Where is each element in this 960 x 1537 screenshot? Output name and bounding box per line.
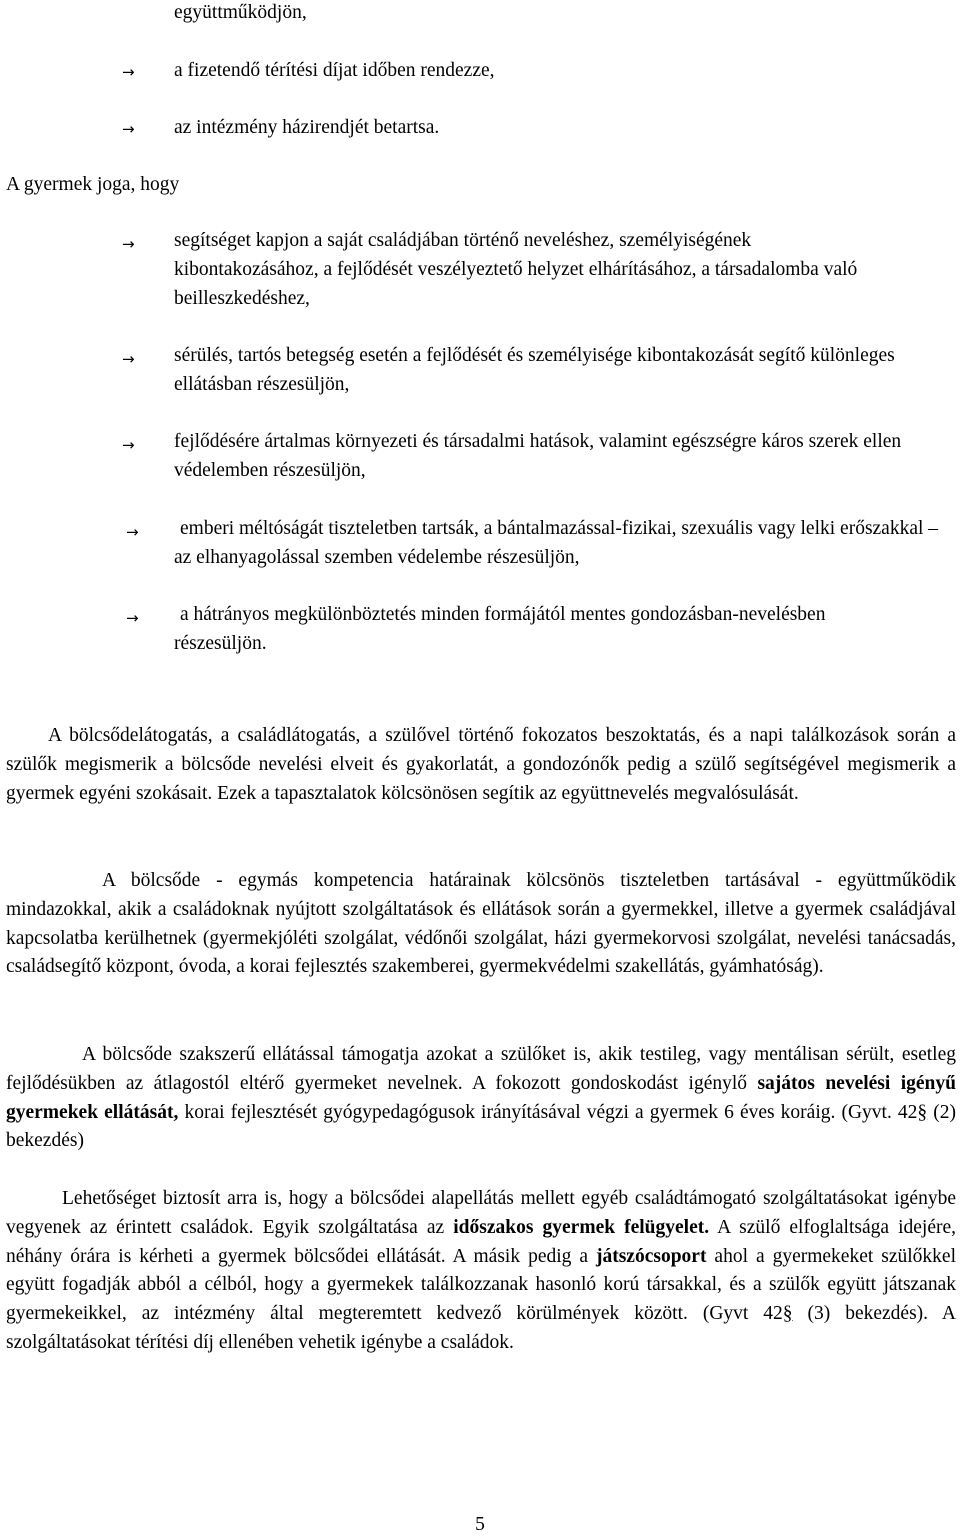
list-item: a hátrányos megkülönböztetés minden formájától mentes gondozásban-nevelésben részesüljön. <box>174 604 826 654</box>
list-item: fejlődésére ártalmas környezeti és társadalmi hatások, valamint egészségre káros szerek ellen védelemben részesüljön, <box>174 431 902 481</box>
arrow-icon: → <box>126 523 139 541</box>
arrow-icon: → <box>122 235 135 253</box>
arrow-icon: → <box>122 350 135 368</box>
list-item: a fizetendő térítési díjat időben rendezze, <box>174 60 495 81</box>
arrow-icon: → <box>122 63 135 81</box>
section-heading: A gyermek joga, hogy <box>6 174 180 195</box>
paragraph: A bölcsőde - egymás kompetencia határainak kölcsönös tiszteletben tartásával - együttműködik mindazokkal, akik a családoknak nyújtott szolgáltatások és ellátások során a gyermekkel, illetve a gyermek családjával kapcsolatba kerülhetnek (gyermekjóléti szolgálat, védőnői szolgálat, házi gyermekorvosi szolgálat, nevelési tanácsadás, családsegítő központ, óvoda, a korai fejlesztés szakemberei, gyermekvédelmi szakellátás, gyámhatóság). <box>6 870 956 978</box>
paragraph: A bölcsődelátogatás, a családlátogatás, a szülővel történő fokozatos beszoktatás, és a napi találkozások során a szülők megismerik a bölcsőde nevelési elveit és gyakorlatát, a gondozónők pedig a szülő segítségével megismerik a gyermek egyéni szokásait. Ezek a tapasztalatok kölcsönösen segítik az együttnevelés megvalósulását. <box>6 725 956 804</box>
bold-phrase: sajátos nevelési igényű gyermekek ellátását, <box>6 1072 956 1123</box>
paragraph: A bölcsőde szakszerű ellátással támogatja azokat a szülőket is, akik testileg, vagy mentálisan sérült, esetleg fejlődésükben az átlagostól eltérő gyermeket nevelnek. A fokozott gondoskodást igénylő sajátos nevelési igényű gyermekek ellátását, korai fejlesztését gyógypedagógusok irányításával végzi a gyermek 6 éves koráig. (Gyvt. 42§ (2) bekezdés) <box>6 1044 957 1152</box>
list-item: sérülés, tartós betegség esetén a fejlődését és személyisége kibontakozását segítő különleges ellátásban részesüljön, <box>174 345 895 395</box>
arrow-icon: → <box>122 120 135 138</box>
bold-phrase: játszócsoport <box>595 1245 707 1267</box>
list-item: segítséget kapjon a saját családjában történő neveléshez, személyiségének kibontakozásához, a fejlődését veszélyeztető helyzet elhárításához, a társadalomba való beilleszkedéshez, <box>174 230 858 309</box>
section-sign: § <box>782 1303 793 1325</box>
arrow-icon: → <box>126 609 139 627</box>
paragraph: Lehetőséget biztosít arra is, hogy a bölcsődei alapellátás mellett egyéb családtámogató szolgáltatásokat igénybe vegyenek az érintett családok. Egyik szolgáltatása az időszakos gyermek felügyelet. A szülő elfoglaltsága idejére, néhány órára is kérheti a gyermek bölcsődei ellátását. A másik pedig a játszócsoport ahol a gyermekeket szülőkkel együtt fogadják abból a célból, hogy a gyermekek találkozzanak hasonló korú társakkal, és a szülők együtt játszanak gyermekeikkel, az intézmény által megteremtett kedvező körülmények között. (Gyvt 42§ (3) bekezdés). A szolgáltatásokat térítési díj ellenében vehetik igénybe a családok. <box>6 1188 957 1353</box>
list-item: az intézmény házirendjét betartsa. <box>174 117 440 138</box>
continuation-line: együttműködjön, <box>174 2 307 23</box>
list-item: emberi méltóságát tiszteletben tartsák, a bántalmazással-fizikai, szexuális vagy lelki erőszakkal – az elhanyagolással szemben védelembe részesüljön, <box>174 518 939 568</box>
section-sign: § <box>917 1101 928 1123</box>
arrow-icon: → <box>122 436 135 454</box>
bold-phrase: időszakos gyermek felügyelet. <box>453 1216 710 1238</box>
page-number: 5 <box>475 1514 485 1535</box>
